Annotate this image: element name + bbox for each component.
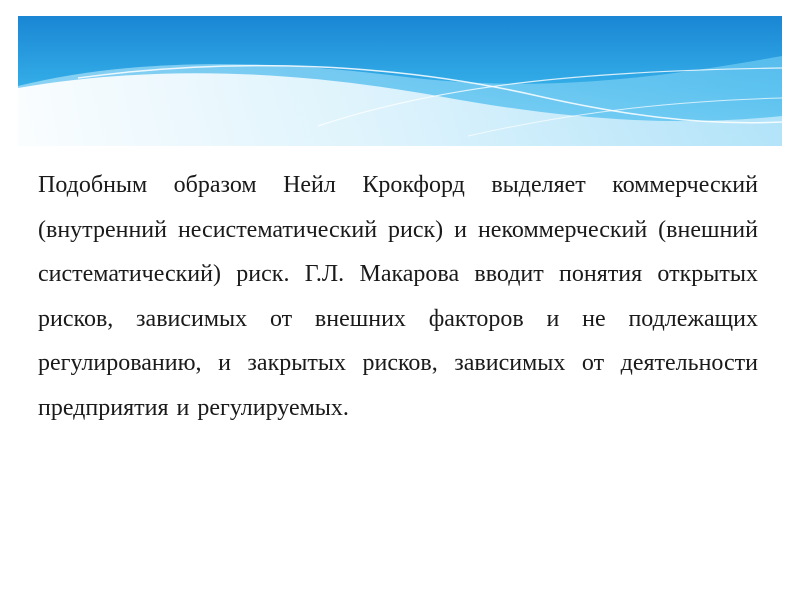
body-paragraph: Подобным образом Нейл Крокфорд выделяет коммерческий (внутренний несистематический риск) и некоммерческий (внешний систематический) риск. Г.Л. Макарова вводит понятия открытых рисков, зависимых от внешних факторов и не подлежащих регулированию, и закрытых рисков, зависимых от деятельности предприятия и регулируемых.: [38, 172, 758, 421]
wave-header-banner: [18, 16, 782, 146]
